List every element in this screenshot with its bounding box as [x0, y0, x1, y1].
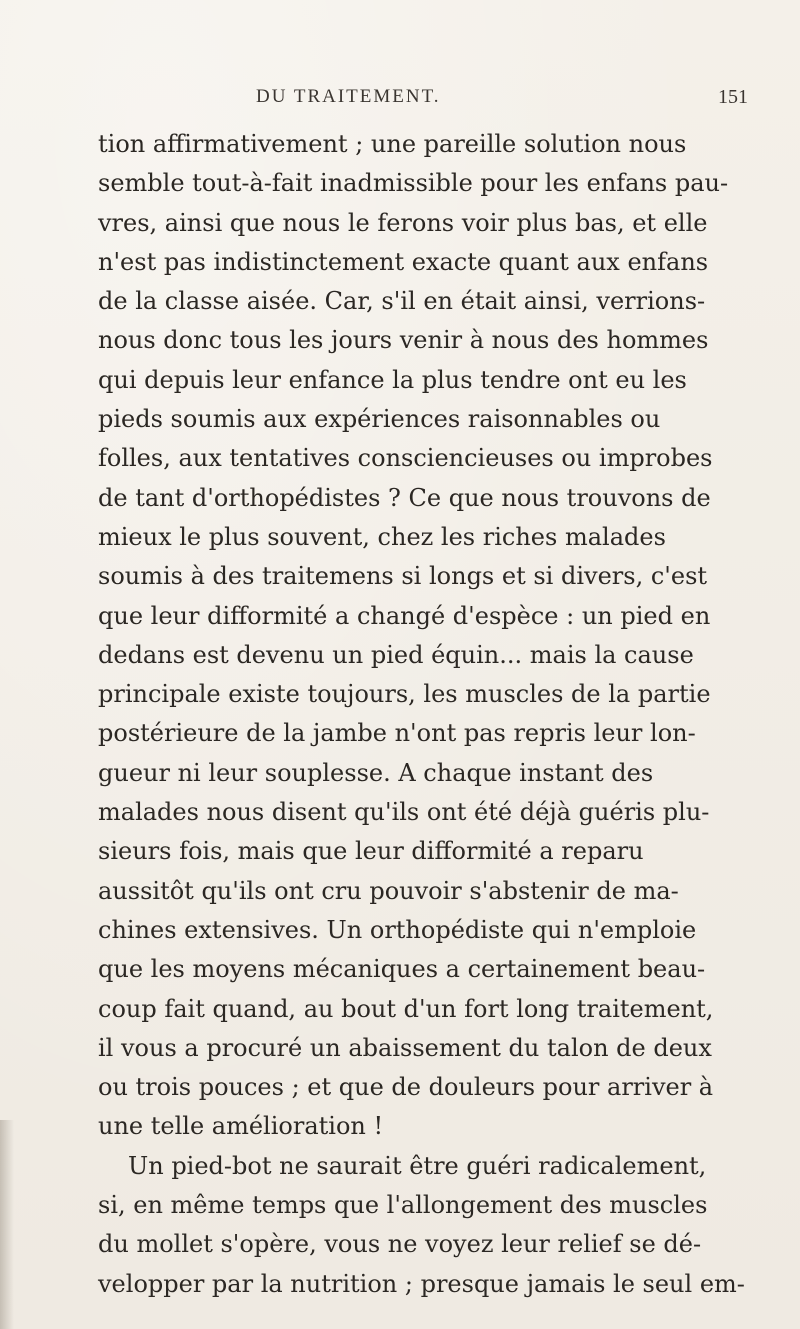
- text-line: gueur ni leur souplesse. A chaque instant des: [98, 758, 654, 787]
- text-line: vres, ainsi que nous le ferons voir plus bas, et elle: [98, 208, 708, 237]
- text-line: de tant d'orthopédistes ? Ce que nous trouvons de: [98, 483, 711, 512]
- text-line: mieux le plus souvent, chez les riches malades: [98, 522, 666, 551]
- text-line: qui depuis leur enfance la plus tendre ont eu les: [98, 365, 687, 394]
- text-line: il vous a procuré un abaissement du talon de deux: [98, 1033, 712, 1062]
- text-line: nous donc tous les jours venir à nous des hommes: [98, 326, 709, 355]
- text-line: que leur difformité a changé d'espèce : un pied en: [98, 601, 711, 630]
- text-line: dedans est devenu un pied équin... mais la cause: [98, 640, 694, 669]
- text-line: folles, aux tentatives consciencieuses ou improbes: [98, 444, 713, 473]
- text-line: soumis à des traitemens si longs et si divers, c'est: [98, 562, 708, 591]
- running-head: [0, 86, 800, 116]
- text-line: coup fait quand, au bout d'un fort long traitement,: [98, 994, 714, 1023]
- text-line: tion affirmativement ; une pareille solution nous: [98, 130, 687, 158]
- text-line: velopper par la nutrition ; presque jamais le seul em-: [98, 1269, 745, 1298]
- text-line: postérieure de la jambe n'ont pas repris leur lon-: [98, 719, 696, 748]
- text-line: Un pied-bot ne saurait être guéri radicalement,: [128, 1151, 707, 1180]
- text-line: malades nous disent qu'ils ont été déjà guéris plu-: [98, 798, 710, 827]
- text-line: que les moyens mécaniques a certainement beau-: [98, 955, 706, 984]
- text-line: de la classe aisée. Car, s'il en était ainsi, verrions-: [98, 287, 706, 316]
- text-line: n'est pas indistinctement exacte quant aux enfans: [98, 247, 709, 276]
- text-line: si, en même temps que l'allongement des muscles: [98, 1191, 708, 1220]
- text-line: ou trois pouces ; et que de douleurs pour arriver à: [98, 1073, 714, 1102]
- page-number: 151: [718, 86, 748, 108]
- text-line: semble tout-à-fait inadmissible pour les enfans pau-: [98, 169, 729, 198]
- text-line: chines extensives. Un orthopédiste qui n'emploie: [98, 915, 697, 944]
- text-line: sieurs fois, mais que leur difformité a reparu: [98, 837, 644, 866]
- running-title: DU TRAITEMENT.: [256, 86, 441, 107]
- text-line: une telle amélioration !: [98, 1112, 384, 1141]
- text-line: aussitôt qu'ils ont cru pouvoir s'abstenir de ma-: [98, 876, 679, 905]
- page-edge-shadow: [0, 1120, 14, 1329]
- text-line: principale existe toujours, les muscles de la partie: [98, 680, 711, 709]
- text-line: pieds soumis aux expériences raisonnables ou: [98, 405, 661, 434]
- body-text: [98, 125, 745, 1304]
- text-line: du mollet s'opère, vous ne voyez leur relief se dé-: [98, 1230, 702, 1259]
